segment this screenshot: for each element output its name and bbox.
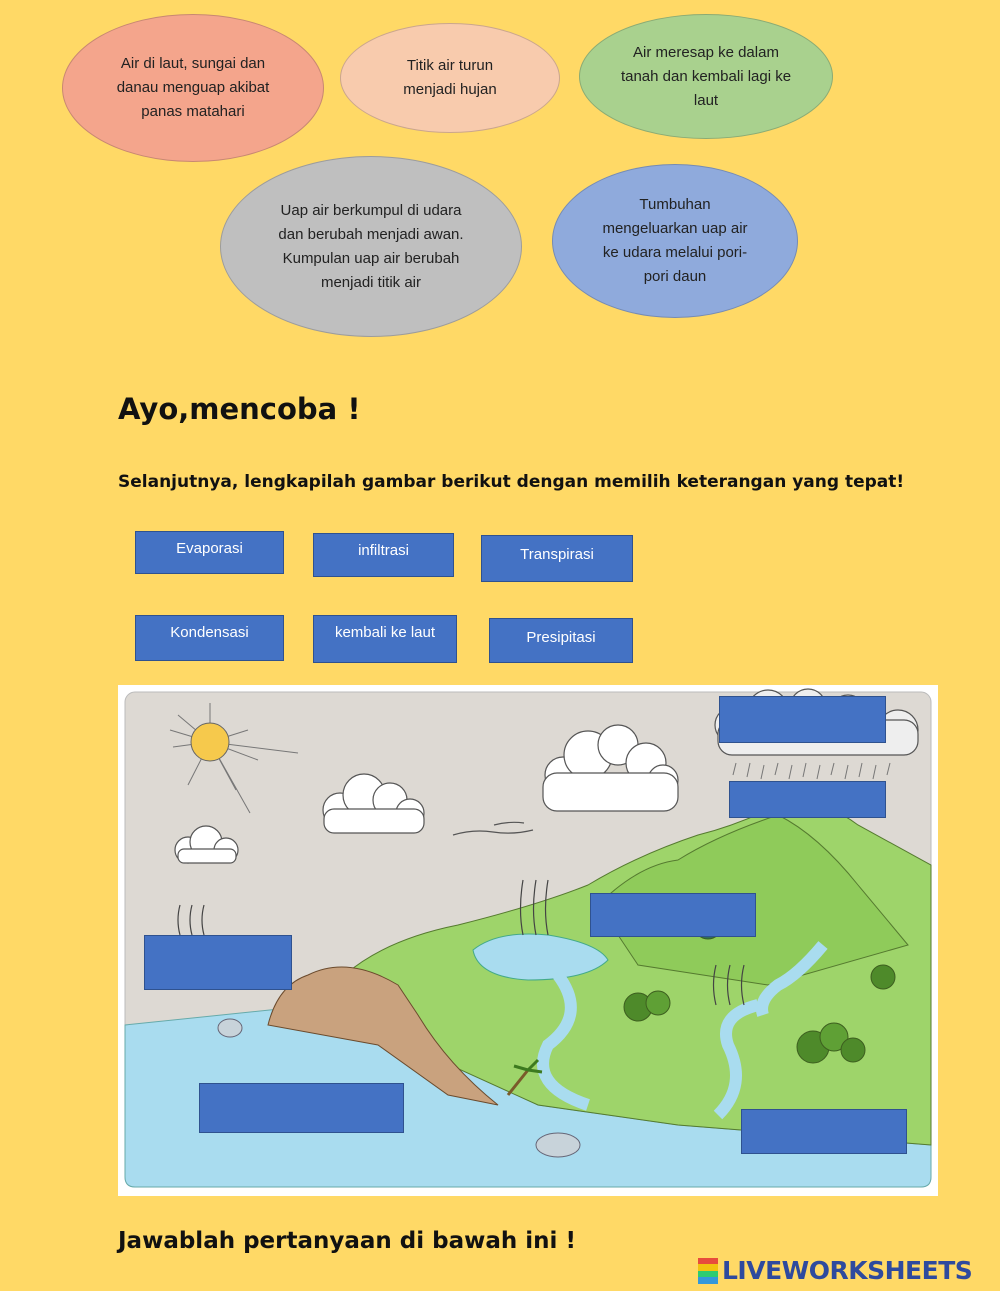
description-infiltration: Air meresap ke dalam tanah dan kembali lagi ke laut (579, 14, 833, 139)
liveworksheets-logo (698, 1256, 972, 1285)
drop-target-sea-vapor[interactable] (144, 935, 292, 990)
description-evaporation: Air di laut, sungai dan danau menguap akibat panas matahari (62, 14, 324, 162)
drop-target-river[interactable] (741, 1109, 907, 1154)
option-transpirasi[interactable]: Transpirasi (481, 535, 633, 582)
drop-target-cloud[interactable] (719, 696, 886, 743)
water-cycle-illustration (118, 685, 938, 1196)
questions-heading: Jawablah pertanyaan di bawah ini ! (118, 1228, 576, 1254)
description-condensation: Uap air berkumpul di udara dan berubah menjadi awan. Kumpulan uap air berubah menjadi titik air (220, 156, 522, 337)
instruction-text: Selanjutnya, lengkapilah gambar berikut dengan memilih keterangan yang tepat! (118, 472, 905, 492)
rock (536, 1133, 580, 1157)
section-title: Ayo,mencoba ! (118, 392, 361, 426)
option-evaporasi[interactable]: Evaporasi (135, 531, 284, 574)
description-precipitation: Titik air turun menjadi hujan (340, 23, 560, 133)
drop-target-lake[interactable] (590, 893, 756, 937)
option-kembali-ke-laut[interactable]: kembali ke laut (313, 615, 457, 663)
option-presipitasi[interactable]: Presipitasi (489, 618, 633, 663)
brand-logo-icon (698, 1258, 718, 1284)
description-transpiration: Tumbuhan mengeluarkan uap air ke udara melalui pori-pori daun (552, 164, 798, 318)
drop-target-rain[interactable] (729, 781, 886, 818)
rock (218, 1019, 242, 1037)
brand-name: LIVEWORKSHEETS (722, 1256, 973, 1285)
drop-target-sea[interactable] (199, 1083, 404, 1133)
option-infiltrasi[interactable]: infiltrasi (313, 533, 454, 577)
option-kondensasi[interactable]: Kondensasi (135, 615, 284, 661)
